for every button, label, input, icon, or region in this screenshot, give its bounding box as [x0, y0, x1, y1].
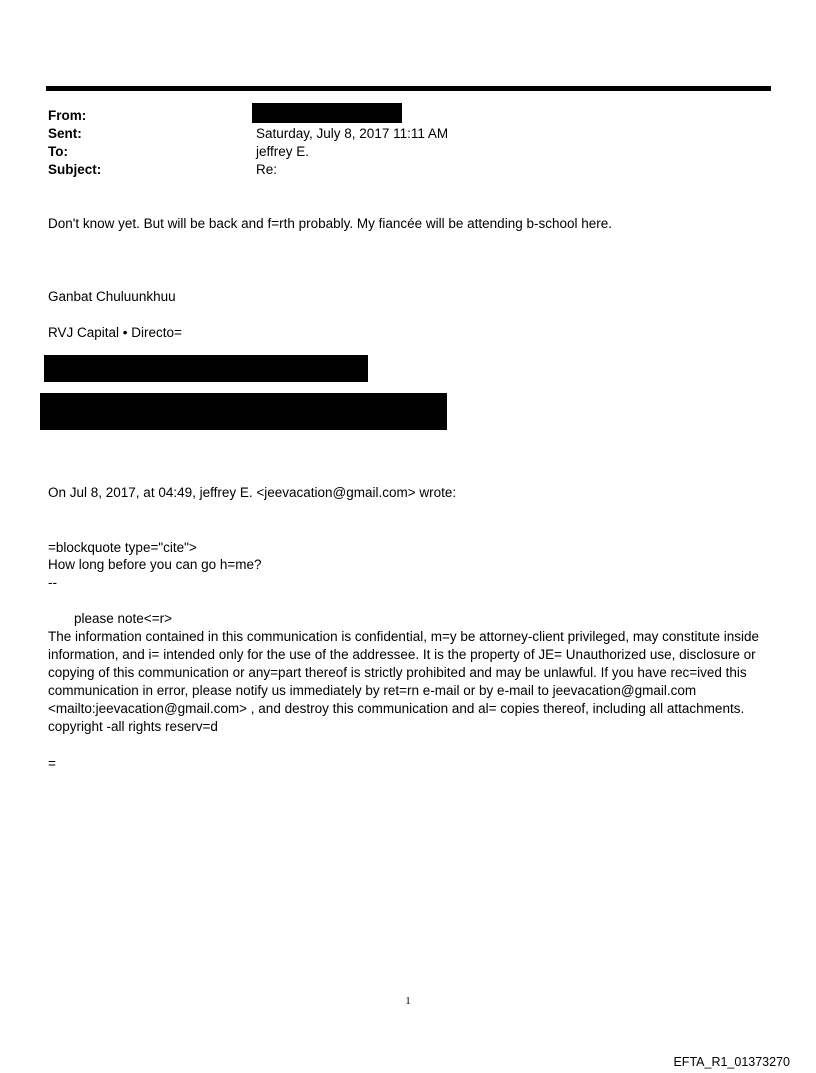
signature-separator: -- [48, 575, 57, 590]
sent-label: Sent: [48, 126, 82, 141]
from-label: From: [48, 108, 87, 123]
sent-value: Saturday, July 8, 2017 11:11 AM [256, 126, 449, 141]
quoted-question: How long before you can go h=me? [48, 557, 262, 572]
header-rule [46, 86, 771, 91]
disclaimer-text: The information contained in this communication is confidential, m=y be attorney-client privileged, may constitute inside information, and i= intended only for the use of the addressee. It is the property of JE= Unauthorized use, disclosure or copying of this communication or any=part thereof is strictly prohibited and may be unlawful. If you have rec=ived this communication in error, please notify us immediately by ret=rn e-mail or by e-mail to jeevacation@gmail.com <mailto:jeevacation@gmail.com> , and destroy this communication and al= copies thereof, including all attachments. copyright -all rights reserv=d [48, 629, 759, 734]
redaction-contact-2 [40, 393, 447, 430]
reply-text: Don't know yet. But will be back and f=rth probably. My fiancée will be attending b-school here. [48, 216, 613, 231]
page-number: 1 [405, 995, 411, 1007]
to-label: To: [48, 144, 68, 159]
trailing-equals: = [48, 756, 56, 771]
blockquote-tag: =blockquote type="cite"> [48, 540, 197, 555]
document-id: EFTA_R1_01373270 [673, 1055, 790, 1069]
signature-name: Ganbat Chuluunkhuu [48, 289, 176, 304]
signature-title: RVJ Capital • Directo= [48, 325, 182, 340]
subject-value: Re: [256, 162, 278, 177]
to-value: jeffrey E. [256, 144, 310, 159]
subject-label: Subject: [48, 162, 102, 177]
redaction-from [252, 103, 402, 123]
redaction-contact-1 [44, 355, 368, 382]
note-line: please note<=r> [74, 611, 172, 626]
quote-intro: On Jul 8, 2017, at 04:49, jeffrey E. <jeevacation@gmail.com> wrote: [48, 485, 457, 500]
